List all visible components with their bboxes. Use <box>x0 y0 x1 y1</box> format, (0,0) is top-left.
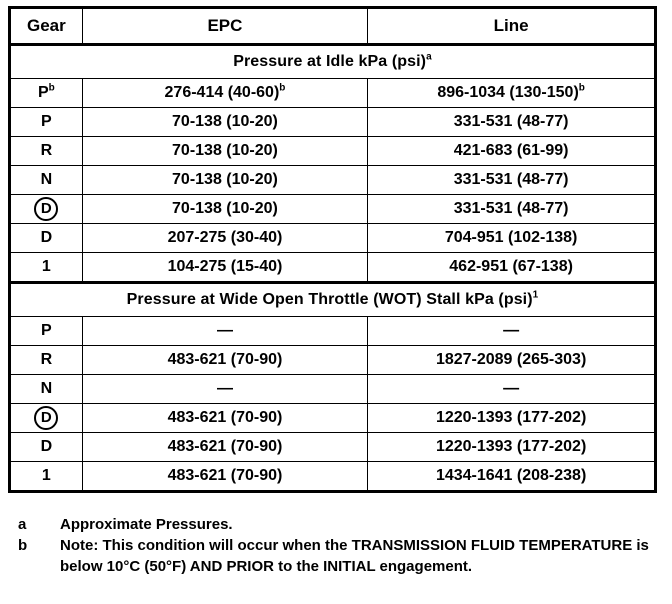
gear-cell <box>10 137 83 166</box>
line-cell-value: — <box>503 322 520 339</box>
gear-cell <box>10 108 83 137</box>
epc-cell <box>82 404 368 433</box>
footnote-text: Note: This condition will occur when the TRANSMISSION FLUID TEMPERATURE is below 10°C (50°F) AND PRIOR to the INITIAL engagement. <box>60 537 649 575</box>
epc-cell-value: 483-621 (70-90) <box>167 467 283 484</box>
gear-cell <box>10 195 83 224</box>
gear-cell <box>10 433 83 462</box>
epc-cell-value: 483-621 (70-90) <box>167 409 283 426</box>
epc-cell-value: 104-275 (15-40) <box>167 258 283 275</box>
gear-cell <box>10 462 83 492</box>
idle-row <box>10 253 656 283</box>
idle-row <box>10 108 656 137</box>
line-cell <box>368 375 656 404</box>
gear-cell <box>10 317 83 346</box>
line-cell <box>368 224 656 253</box>
idle-row <box>10 195 656 224</box>
epc-cell <box>82 79 368 108</box>
wot-row <box>10 462 656 492</box>
line-cell <box>368 108 656 137</box>
epc-cell <box>82 462 368 492</box>
footnote-text: Approximate Pressures. <box>60 516 233 533</box>
line-cell-value: 1434-1641 (208-238) <box>435 467 587 484</box>
epc-cell <box>82 166 368 195</box>
epc-cell <box>82 346 368 375</box>
gear-cell <box>10 346 83 375</box>
line-cell <box>368 253 656 283</box>
line-cell-value: 1827-2089 (265-303) <box>435 351 587 368</box>
line-cell-value: 462-951 (67-138) <box>449 258 573 275</box>
footnotes <box>18 514 658 577</box>
idle-row <box>10 224 656 253</box>
epc-cell-value: 70-138 (10-20) <box>172 200 278 217</box>
wot-row <box>10 375 656 404</box>
line-cell <box>368 346 656 375</box>
table-header-row <box>10 8 656 45</box>
epc-cell <box>82 375 368 404</box>
line-cell-value: — <box>503 380 520 397</box>
line-cell <box>368 195 656 224</box>
epc-cell <box>82 224 368 253</box>
gear-cell <box>10 404 83 433</box>
gear-label: N <box>40 171 53 188</box>
section-wot-row <box>10 283 656 317</box>
section-idle-row <box>10 45 656 79</box>
epc-cell-value: 207-275 (30-40) <box>167 229 283 246</box>
pressure-spec-table <box>8 6 657 493</box>
header-epc: EPC <box>82 8 368 45</box>
epc-cell-value: — <box>216 380 233 397</box>
footnote-a <box>18 514 658 535</box>
gear-label: P <box>41 322 52 339</box>
epc-cell-value: 276-414 (40-60) <box>164 84 280 101</box>
wot-row <box>10 317 656 346</box>
section-idle-title <box>10 45 656 79</box>
header-gear: Gear <box>10 8 83 45</box>
wot-row <box>10 346 656 375</box>
epc-cell <box>82 195 368 224</box>
section-idle-title-text: Pressure at Idle kPa (psi) <box>233 53 427 70</box>
epc-cell-value: 483-621 (70-90) <box>167 351 283 368</box>
epc-cell-value: 70-138 (10-20) <box>172 113 278 130</box>
line-cell-footnote-mark: b <box>578 82 585 94</box>
idle-row <box>10 166 656 195</box>
line-cell-value: 421-683 (61-99) <box>453 142 569 159</box>
line-cell-value: 331-531 (48-77) <box>453 113 569 130</box>
gear-circled-label: D <box>34 197 58 221</box>
line-cell <box>368 462 656 492</box>
gear-cell <box>10 166 83 195</box>
section-wot-title <box>10 283 656 317</box>
gear-label: D <box>40 438 53 455</box>
gear-label: R <box>40 351 53 368</box>
line-cell <box>368 79 656 108</box>
line-cell-value: 896-1034 (130-150) <box>437 84 579 101</box>
footnote-mark: b <box>18 537 28 554</box>
gear-label: N <box>40 380 53 397</box>
gear-footnote-mark: b <box>48 82 55 94</box>
gear-label: D <box>40 229 53 246</box>
wot-row <box>10 404 656 433</box>
gear-label: P <box>37 84 49 101</box>
line-cell-value: 331-531 (48-77) <box>453 171 569 188</box>
epc-cell-value: 70-138 (10-20) <box>172 171 278 188</box>
gear-cell <box>10 224 83 253</box>
line-cell <box>368 166 656 195</box>
line-cell-value: 704-951 (102-138) <box>444 229 578 246</box>
epc-cell-value: 483-621 (70-90) <box>167 438 283 455</box>
gear-cell <box>10 79 83 108</box>
epc-cell <box>82 108 368 137</box>
footnote-b <box>18 535 658 577</box>
gear-label: P <box>41 113 52 130</box>
epc-cell <box>82 253 368 283</box>
gear-label: 1 <box>41 467 51 484</box>
footnote-mark: a <box>18 516 27 533</box>
epc-cell <box>82 317 368 346</box>
idle-row <box>10 137 656 166</box>
wot-row <box>10 433 656 462</box>
line-cell-value: 1220-1393 (177-202) <box>435 438 587 455</box>
gear-circled-label: D <box>34 406 58 430</box>
idle-row <box>10 79 656 108</box>
section-idle-footnote-mark: a <box>426 51 432 63</box>
line-cell <box>368 433 656 462</box>
line-cell <box>368 137 656 166</box>
epc-cell <box>82 433 368 462</box>
line-cell-value: 1220-1393 (177-202) <box>435 409 587 426</box>
line-cell <box>368 317 656 346</box>
section-wot-footnote-mark: 1 <box>532 289 539 301</box>
epc-cell-value: 70-138 (10-20) <box>172 142 278 159</box>
section-wot-title-text: Pressure at Wide Open Throttle (WOT) Stall kPa (psi) <box>126 291 533 308</box>
gear-label: 1 <box>41 258 51 275</box>
epc-cell-value: — <box>216 322 233 339</box>
line-cell <box>368 404 656 433</box>
line-cell-value: 331-531 (48-77) <box>453 200 569 217</box>
epc-cell <box>82 137 368 166</box>
gear-cell <box>10 253 83 283</box>
gear-label: R <box>40 142 53 159</box>
header-line: Line <box>368 8 656 45</box>
epc-cell-footnote-mark: b <box>279 82 286 94</box>
gear-cell <box>10 375 83 404</box>
